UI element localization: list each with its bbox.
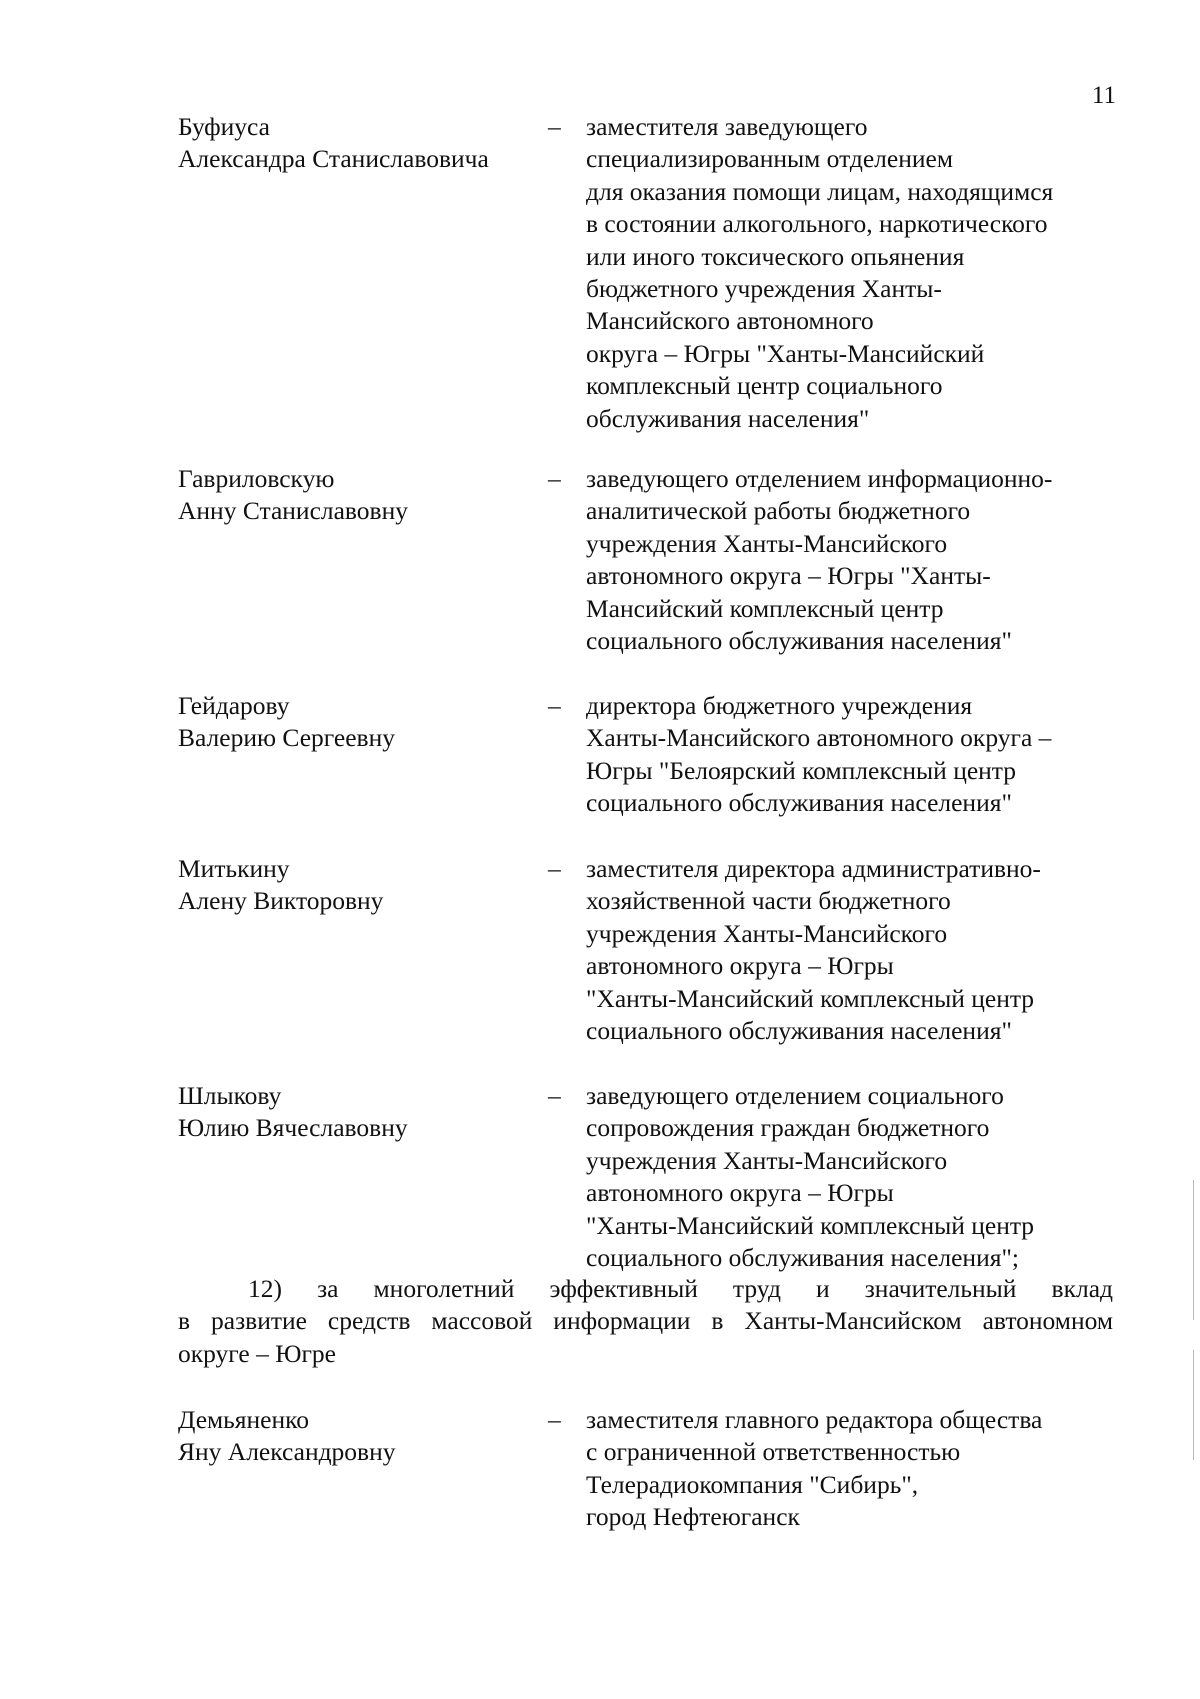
description-line: учреждения Ханты-Мансийского <box>586 528 948 558</box>
entry-dash: – <box>548 691 561 720</box>
description-line: автономного округа – Югры <box>586 951 894 981</box>
person-name <box>178 111 538 176</box>
person-surname: Буфиуса <box>178 112 270 141</box>
person-given-names: Юлию Вячеславовну <box>178 1113 408 1143</box>
description-line: для оказания помощи лицам, находящимся <box>586 176 1054 206</box>
person-surname: Демьяненко <box>178 1405 309 1434</box>
description-line: Югры "Белоярский комплексный центр <box>586 755 1017 785</box>
section-12-paragraph <box>178 1273 1113 1370</box>
description-line: директора бюджетного учреждения <box>586 691 973 720</box>
person-name <box>178 463 538 528</box>
description-line: комплексный центр социального <box>586 371 943 401</box>
person-given-names: Александра Станиславовича <box>178 144 489 174</box>
position-description <box>586 853 1126 1047</box>
description-line: заместителя главного редактора общества <box>586 1405 1043 1434</box>
description-line: сопровождения граждан бюджетного <box>586 1113 990 1143</box>
paragraph-line: в развитие средств массовой информации в Ханты-Мансийском автономном <box>178 1306 1113 1336</box>
description-line: Телерадиокомпания "Сибирь", <box>586 1469 919 1499</box>
description-line: город Нефтеюганск <box>586 1502 800 1532</box>
description-line: с ограниченной ответственностью <box>586 1437 961 1467</box>
paragraph-line: 12) за многолетний эффективный труд и значительный вклад <box>248 1274 1113 1303</box>
description-line: округа – Югры "Ханты-Мансийский <box>586 338 985 368</box>
person-surname: Гейдарову <box>178 691 290 720</box>
description-line: социального обслуживания населения"; <box>586 1243 1019 1273</box>
person-surname: Шлыкову <box>178 1081 282 1110</box>
description-line: в состоянии алкогольного, наркотического <box>586 209 1048 239</box>
person-given-names: Анну Станиславовну <box>178 496 408 526</box>
description-line: бюджетного учреждения Ханты- <box>586 274 942 304</box>
person-surname: Гавриловскую <box>178 464 335 493</box>
description-line: или иного токсического опьянения <box>586 241 965 271</box>
entry-dash: – <box>548 1405 561 1434</box>
entry-dash: – <box>548 854 561 883</box>
scan-edge-mark <box>1193 1180 1194 1320</box>
description-line: хозяйственной части бюджетного <box>586 886 951 916</box>
description-line: "Ханты-Мансийский комплексный центр <box>586 1210 1035 1240</box>
scan-edge-mark <box>1193 1350 1194 1460</box>
description-line: Мансийского автономного <box>586 306 874 336</box>
description-line: "Ханты-Мансийский комплексный центр <box>586 983 1035 1013</box>
entry-dash: – <box>548 464 561 493</box>
description-line: специализированным отделением <box>586 144 953 174</box>
position-description <box>586 1404 1126 1534</box>
description-line: аналитической работы бюджетного <box>586 496 971 526</box>
paragraph-line: округе – Югре <box>178 1338 336 1368</box>
description-line: учреждения Ханты-Мансийского <box>586 1145 948 1175</box>
entry-dash: – <box>548 1081 561 1110</box>
description-line: автономного округа – Югры "Ханты- <box>586 561 991 591</box>
person-given-names: Алену Викторовну <box>178 886 384 916</box>
person-given-names: Валерию Сергеевну <box>178 723 395 753</box>
entry-dash: – <box>548 112 561 141</box>
description-line: заместителя директора административно- <box>586 854 1041 883</box>
description-line: Мансийский комплексный центр <box>586 593 944 623</box>
position-description <box>586 111 1126 435</box>
position-description <box>586 1080 1126 1274</box>
person-given-names: Яну Александровну <box>178 1437 396 1467</box>
description-line: Ханты-Мансийского автономного округа – <box>586 723 1052 753</box>
person-name <box>178 853 538 918</box>
description-line: заведующего отделением информационно- <box>586 464 1053 493</box>
position-description <box>586 690 1126 820</box>
person-name <box>178 1404 538 1469</box>
description-line: заведующего отделением социального <box>586 1081 1004 1110</box>
description-line: автономного округа – Югры <box>586 1178 894 1208</box>
description-line: учреждения Ханты-Мансийского <box>586 918 948 948</box>
person-name <box>178 1080 538 1145</box>
person-name <box>178 690 538 755</box>
description-line: социального обслуживания населения" <box>586 788 1012 818</box>
page-number: 11 <box>1091 82 1116 109</box>
position-description <box>586 463 1126 657</box>
description-line: обслуживания населения" <box>586 403 870 433</box>
description-line: социального обслуживания населения" <box>586 1016 1012 1046</box>
description-line: заместителя заведующего <box>586 112 868 141</box>
person-surname: Митькину <box>178 854 290 883</box>
description-line: социального обслуживания населения" <box>586 626 1012 656</box>
